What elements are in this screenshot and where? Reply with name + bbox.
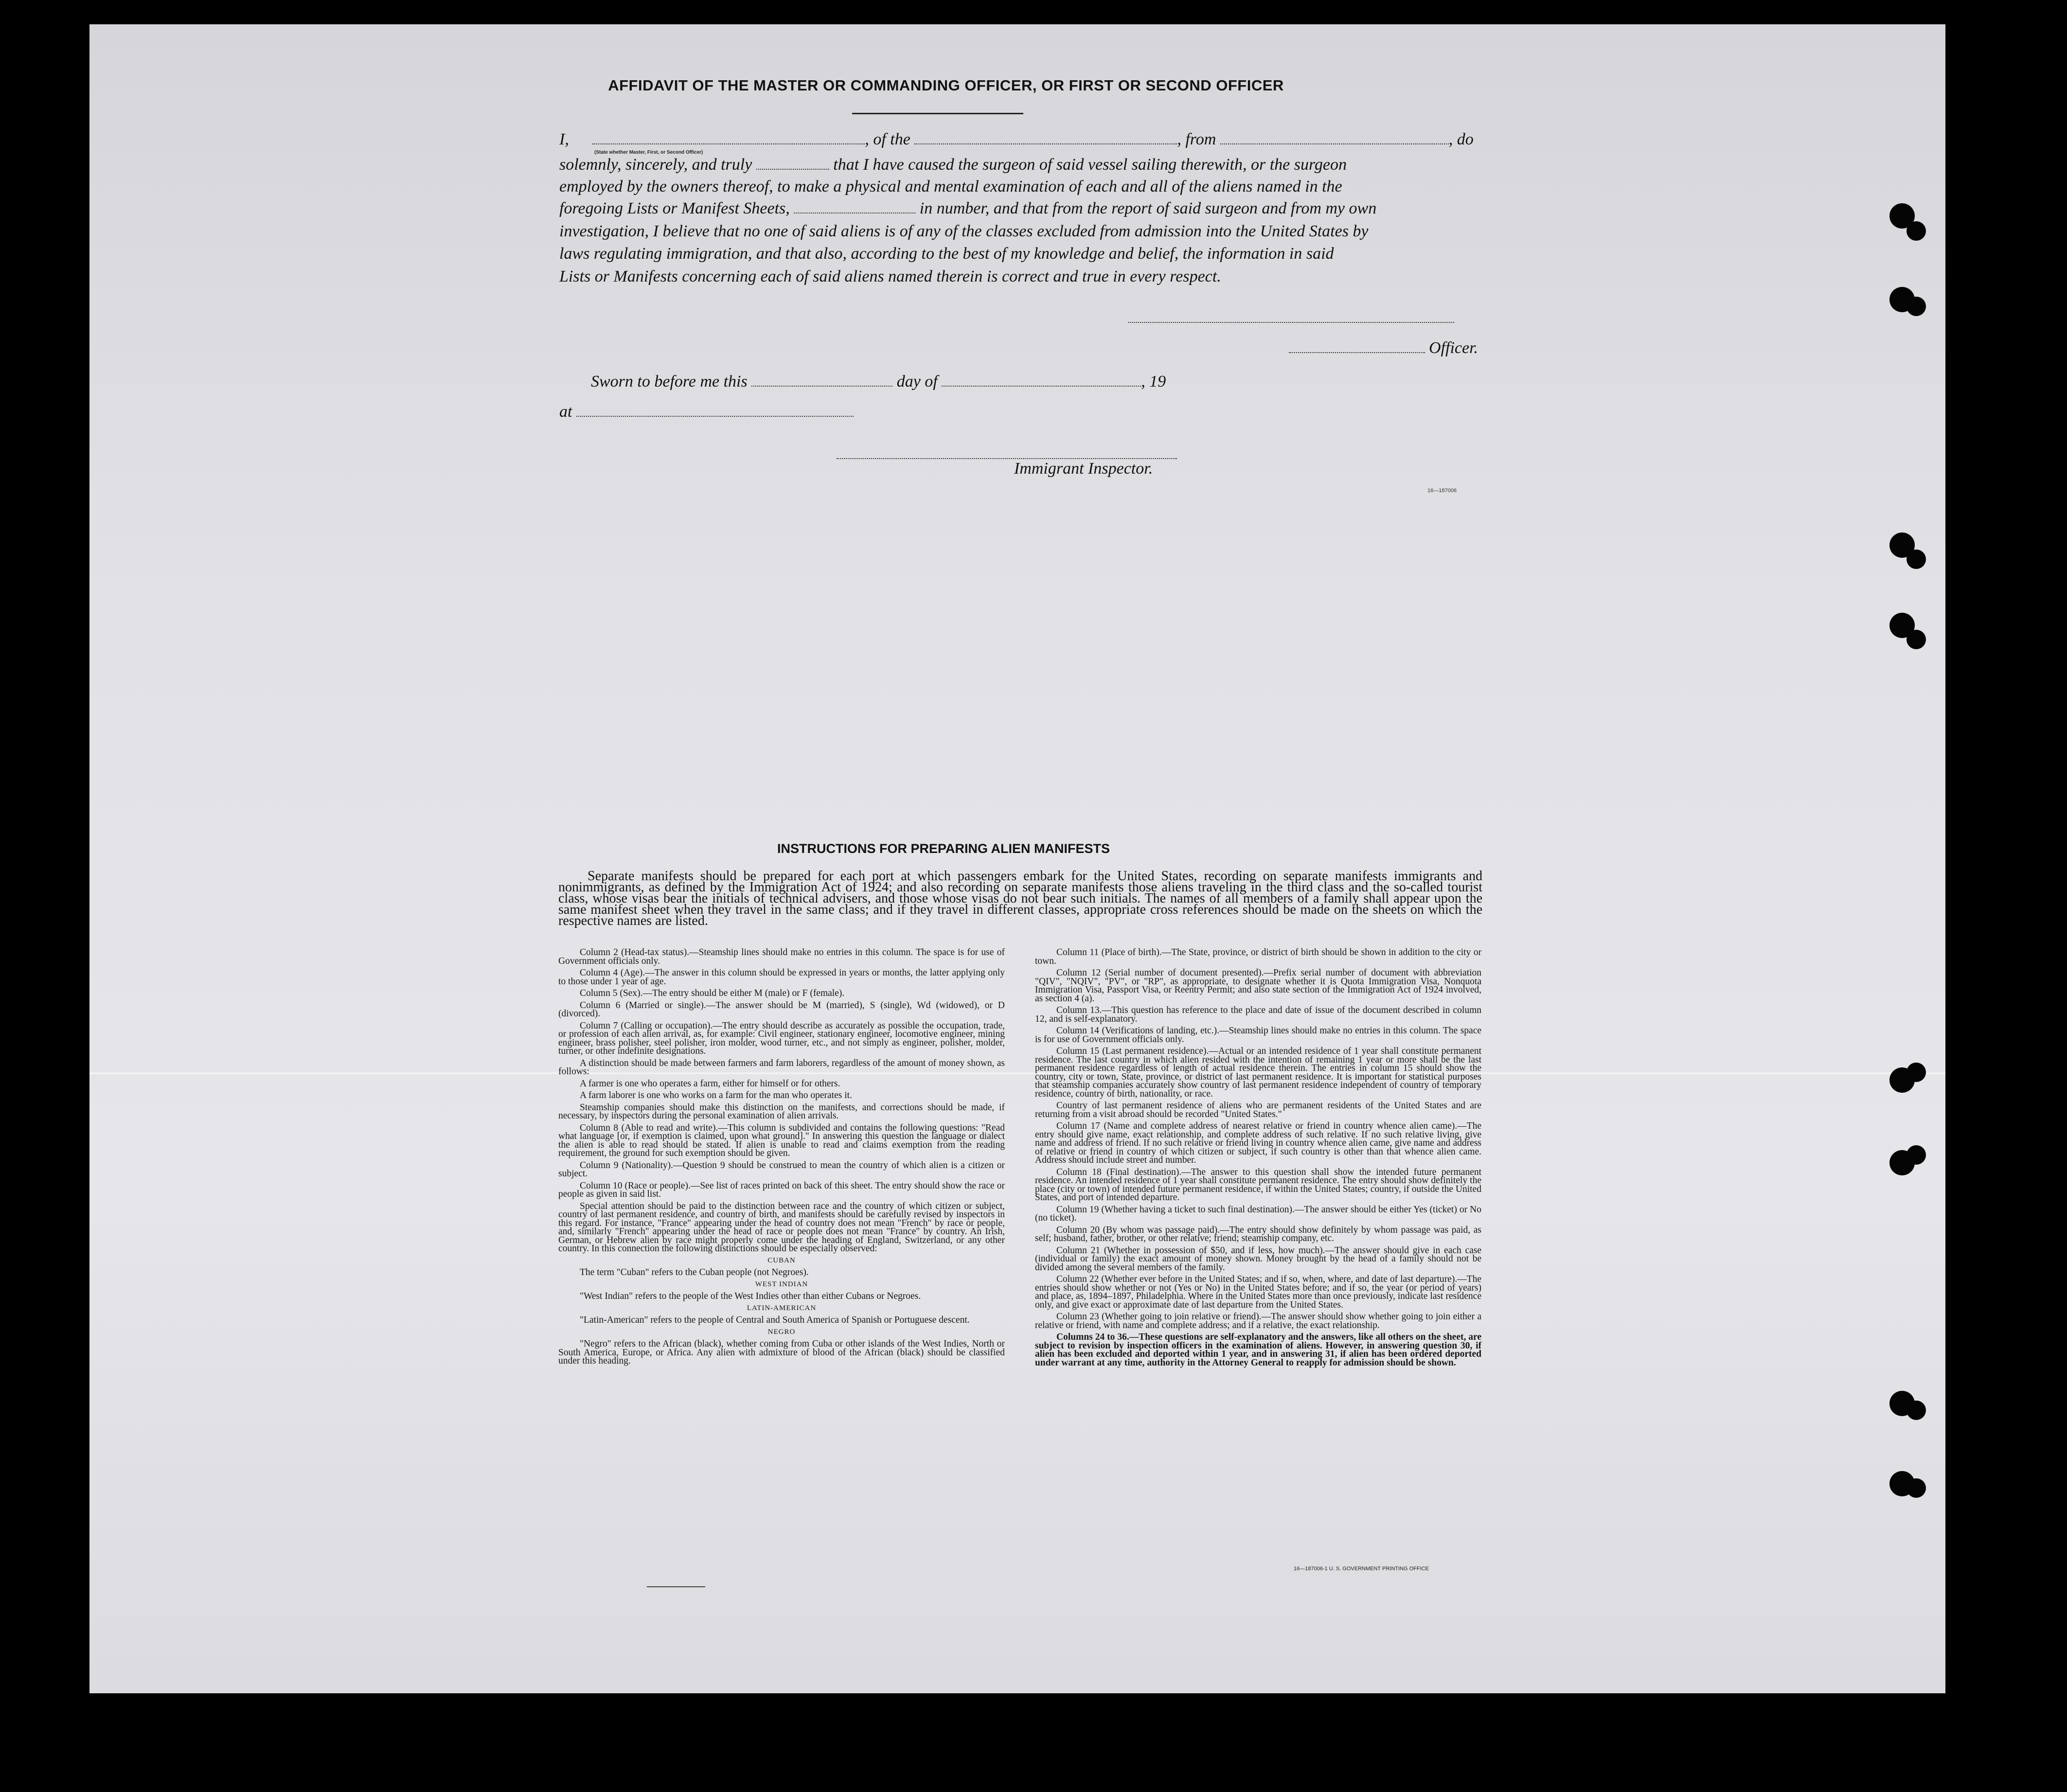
affidavit-title: AFFIDAVIT OF THE MASTER OR COMMANDING OFFICER, OR FIRST OR SECOND OFFICER bbox=[608, 77, 1284, 94]
instructions-right-column bbox=[1035, 948, 1481, 1370]
affidavit-do: , do bbox=[1448, 130, 1474, 148]
punch-hole-icon bbox=[1907, 297, 1926, 316]
at-line bbox=[559, 403, 1488, 421]
officer-signature-line[interactable] bbox=[1128, 321, 1454, 323]
affidavit-line-5: investigation, I believe that no one of said aliens is of any of the classes excluded from admission into the United States by bbox=[559, 222, 1369, 240]
sworn-line bbox=[591, 373, 1520, 391]
instruction-paragraph: Column 6 (Married or single).—The answer should be M (married), S (single), Wd (widowed), or D (divorced). bbox=[558, 1000, 1005, 1019]
instructions-left-column bbox=[558, 948, 1005, 1369]
definition-west-indian: "West Indian" refers to the people of the West Indies other than either Cubans or Negroes. bbox=[580, 1291, 921, 1301]
sworn-year: , 19 bbox=[1141, 373, 1166, 390]
instruction-paragraph: Column 7 (Calling or occupation).—The entry should describe as accurately as possible the occupation, trade, or profession of each alien arrival, as, for example: Civil engineer, stationary engineer, locomotive engineer, mining engineer, brass polisher, steel polisher, iron molder, wood turner, etc., and not simply as engineer, polisher, molder, turner, or other indefinite designations. bbox=[558, 1020, 1005, 1056]
punch-hole-icon bbox=[1907, 1145, 1926, 1165]
instruction-paragraph: Special attention should be paid to the distinction between race and the country of which citizen or subject, country of last permanent residence, and country of birth, and manifests should be carefully revised by inspectors in this regard. For instance, "France" appearing under the head of country does not mean "French" by race or people, and, similarly "French" appearing under the head of race or people does not mean "France" by country. An Irish, German, or Hebrew alien by race might properly come under the heading of England, Switzerland, or any other country. In this connection the following distinctions should be especially observed: bbox=[558, 1201, 1005, 1254]
instruction-paragraph: Column 2 (Head-tax status).—Steamship lines should make no entries in this column. The space is for use of Government officials only. bbox=[558, 947, 1005, 966]
punch-hole-icon bbox=[1907, 221, 1926, 241]
sworn-day-of: day of bbox=[896, 373, 938, 390]
affidavit-text: that I have caused the surgeon of said vessel sailing therewith, or the surgeon bbox=[833, 156, 1347, 174]
punch-hole-icon bbox=[1907, 550, 1926, 569]
affidavit-text: solemnly, sincerely, and truly bbox=[559, 156, 752, 174]
instructions-intro: Separate manifests should be prepared for each port at which passengers embark for the United States, recording on separate manifests immigrants and nonimmigrants, as defined by the Immigration Act of 1924; and also recording on separate manifests those aliens traveling in the third class and the so-called tourist class, whose visas bear the initials of technical advisers, and those whose visas do not bear such initials. The names of all members of a family shall appear upon the same manifest sheet when they travel in the same class; and if they travel in different classes, appropriate cross references should be made on the sheets on which the respective names are listed. bbox=[558, 869, 1482, 928]
officer-rank-field[interactable] bbox=[592, 132, 865, 144]
instructions-title: INSTRUCTIONS FOR PREPARING ALIEN MANIFESTS bbox=[777, 841, 1110, 856]
sworn-place-field[interactable] bbox=[576, 404, 854, 417]
definition-negro: "Negro" refers to the African (black), whether coming from Cuba or other islands of the West Indies, North or South America, Europe, or Africa. Any alien with admixture of blood of the African (black) should be classified under this heading. bbox=[558, 1339, 1005, 1366]
affidavit-line-6: laws regulating immigration, and that also, according to the best of my knowledge and belief, the information in said bbox=[559, 245, 1334, 263]
final-paragraph: Columns 24 to 36.—These questions are self-explanatory and the answers, like all others on the sheet, are subject to revision by inspection officers in the examination of aliens. However, in answering question 30, if alien has been excluded and deported within 1 year, and in answering 31, if alien has been ordered deported under warrant at any time, authority in the Attorney General to reapply for admission should be shown. bbox=[1035, 1332, 1481, 1368]
definition-latin-american: "Latin-American" refers to the people of Central and South America of Spanish or Portuguese descent. bbox=[580, 1315, 970, 1325]
instruction-paragraph: Column 22 (Whether ever before in the United States; and if so, when, where, and date of last departure).—The entries should show whether or not (Yes or No) in the United States before; and if so, the year (or period of years) and place, as, 1894–1897, Philadelphia. Where in the United States more than once previously, indicate last residence only, and give exact or approximate date of last departure from the United States. bbox=[1035, 1274, 1481, 1310]
sworn-text: Sworn to before me this bbox=[591, 373, 748, 390]
instruction-paragraph: Column 23 (Whether going to join relative or friend).—The answer should show whether going to join either a relative or friend, with name and complete address; and if a relative, the exact relationship. bbox=[1035, 1312, 1481, 1331]
port-field[interactable] bbox=[1220, 132, 1449, 144]
instruction-paragraph: Column 18 (Final destination).—The answer to this question shall show the intended future permanent residence. An intended residence of 1 year shall constitute permanent residence. The entry should show definitely the place (city or town) of intended future permanent residence, if within the United States; country, if outside the United States, and port of intended departure. bbox=[1035, 1167, 1481, 1203]
definition-cuban: The term "Cuban" refers to the Cuban people (not Negroes). bbox=[580, 1267, 809, 1277]
instruction-paragraph: A farm laborer is one who works on a farm for the man who operates it. bbox=[580, 1090, 852, 1100]
affidavit-from: , from bbox=[1177, 130, 1216, 148]
instruction-paragraph: Column 13.—This question has reference to the place and date of issue of the document described in column 12, and is self-explanatory. bbox=[1035, 1005, 1481, 1024]
instruction-paragraph: A distinction should be made between farmers and farm laborers, regardless of the amount of money shown, as follows: bbox=[558, 1058, 1005, 1077]
instruction-paragraph: Column 4 (Age).—The answer in this column should be expressed in years or months, the latter applying only to those under 1 year of age. bbox=[558, 968, 1005, 987]
heading-west-indian: WEST INDIAN bbox=[755, 1280, 808, 1288]
instruction-paragraph: Column 19 (Whether having a ticket to such final destination).—The answer should be either Yes (ticket) or No (no ticket). bbox=[1035, 1204, 1481, 1223]
heading-negro: NEGRO bbox=[767, 1328, 796, 1336]
punch-hole-icon bbox=[1907, 1063, 1926, 1082]
instruction-paragraph: Country of last permanent residence of aliens who are permanent residents of the United States and are returning from a visit abroad should be recorded "United States." bbox=[1035, 1100, 1481, 1119]
instruction-paragraph: Column 12 (Serial number of document presented).—Prefix serial number of document with abbreviation "QIV", "NQIV", "PV", or "RP", as appropriate, to designate whether it is Quota Immigration Visa, Nonquota Immigration Visa, Passport Visa, or Reentry Permit; and also state section of the Immigration Act of 1924 involved, as section 4 (a). bbox=[1035, 968, 1481, 1004]
affidavit-i: I, bbox=[559, 130, 569, 148]
instruction-paragraph: Steamship companies should make this distinction on the manifests, and corrections should be made, if necessary, by inspectors during the personal examination of alien arrivals. bbox=[558, 1102, 1005, 1121]
printer-note: 16—187006-1 U. S. GOVERNMENT PRINTING OFFICE bbox=[1294, 1566, 1429, 1572]
instruction-paragraph: Column 8 (Able to read and write).—This column is subdivided and contains the following questions: "Read what language [or, if exemption is claimed, upon what ground]." In answering this question the language or dialect the alien is able to read should be stated. If alien is unable to read and claims exemption from the reading requirement, the ground for such exemption should be given. bbox=[558, 1122, 1005, 1158]
form-code: 16—187006 bbox=[1427, 488, 1457, 494]
affidavit-of-the: , of the bbox=[865, 130, 910, 148]
affidavit-line-1 bbox=[559, 130, 1488, 149]
officer-title-line[interactable] bbox=[1289, 351, 1425, 353]
affidavit-text: foregoing Lists or Manifest Sheets, bbox=[559, 199, 790, 217]
punch-hole-icon bbox=[1907, 1478, 1926, 1498]
instruction-paragraph: Column 14 (Verifications of landing, etc.).—Steamship lines should make no entries in this column. The space is for use of Government officials only. bbox=[1035, 1026, 1481, 1045]
punch-hole-icon bbox=[1907, 630, 1926, 649]
affidavit-line-3: employed by the owners thereof, to make a physical and mental examination of each and all of the aliens named in the bbox=[559, 177, 1342, 195]
title-rule bbox=[852, 113, 1023, 114]
instruction-paragraph: Column 20 (By whom was passage paid).—The entry should show definitely by whom passage was paid, as self; husband, father, brother, or other relative; friend; steamship company, etc. bbox=[1035, 1224, 1481, 1243]
instruction-paragraph: Column 5 (Sex).—The entry should be either M (male) or F (female). bbox=[580, 988, 845, 998]
vessel-name-field[interactable] bbox=[914, 132, 1177, 144]
rank-note: (State whether Master, First, or Second Officer) bbox=[594, 150, 703, 155]
heading-latin-american: LATIN-AMERICAN bbox=[747, 1304, 817, 1312]
heading-cuban: CUBAN bbox=[767, 1256, 796, 1264]
sworn-month-field[interactable] bbox=[942, 374, 1141, 387]
affidavit-text: in number, and that from the report of said surgeon and from my own bbox=[919, 199, 1377, 217]
sheet-count-field[interactable] bbox=[794, 201, 915, 213]
fold-crease bbox=[89, 1072, 1945, 1074]
affidavit-line-4 bbox=[559, 199, 1488, 218]
sworn-day-field[interactable] bbox=[751, 374, 892, 387]
punch-hole-icon bbox=[1907, 1401, 1926, 1420]
oath-field[interactable] bbox=[756, 157, 829, 170]
instruction-paragraph: Column 21 (Whether in possession of $50, and if less, how much).—The answer should give in each case (individual or family) the exact amount of money shown. Money brought by the head of a family should not be divided among the several members of the family. bbox=[1035, 1245, 1481, 1273]
affidavit-line-7: Lists or Manifests concerning each of said aliens named therein is correct and true in every respect. bbox=[559, 267, 1221, 285]
instruction-paragraph: Column 9 (Nationality).—Question 9 should be construed to mean the country of which alien is a citizen or subject. bbox=[558, 1160, 1005, 1179]
officer-label: Officer. bbox=[1429, 339, 1479, 357]
end-rule bbox=[647, 1586, 705, 1587]
instruction-paragraph: A farmer is one who operates a farm, either for himself or for others. bbox=[580, 1078, 840, 1089]
at-label: at bbox=[559, 403, 572, 421]
instruction-paragraph: Column 17 (Name and complete address of nearest relative or friend in country whence alien came).—The entry should give name, exact relationship, and complete address of such relative. If no such relative living, give name and address of friend. If no such relative or friend living in country whence alien came, give name and address of relative or friend in country of which citizen or subject, if such country is other than that whence alien came. Address should include street and number. bbox=[1035, 1121, 1481, 1165]
instruction-paragraph: Column 10 (Race or people).—See list of races printed on back of this sheet. The entry should show the race or people as given in said list. bbox=[558, 1180, 1005, 1199]
inspector-signature-line[interactable] bbox=[837, 457, 1177, 459]
instruction-paragraph: Column 11 (Place of birth).—The State, province, or district of birth should be shown in addition to the city or town. bbox=[1035, 947, 1481, 966]
inspector-label: Immigrant Inspector. bbox=[1014, 460, 1153, 478]
instruction-paragraph: Column 15 (Last permanent residence).—Actual or an intended residence of 1 year shall constitute permanent residence. The last country in which alien resided with the intention of remaining 1 year or more shall be the last permanent residence regardless of length of actual residence therein. The entries in column 15 should show the country, city or town, State, province, or district of last permanent residence. It is important for statistical purposes that steamship companies accurately show country of last permanent residence independent of country of temporary residence, country of birth, nationality, or race. bbox=[1035, 1046, 1481, 1099]
affidavit-line-2 bbox=[559, 156, 1488, 174]
